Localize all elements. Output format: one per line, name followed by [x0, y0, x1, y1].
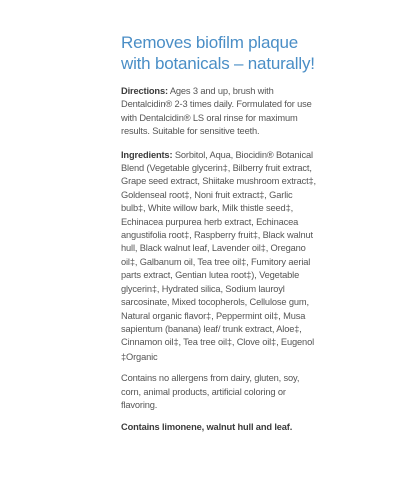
ingredients-label: Ingredients:: [121, 149, 173, 160]
headline-line-1: Removes biofilm plaque: [121, 33, 299, 52]
contains-statement: Contains limonene, walnut hull and leaf.: [121, 422, 293, 433]
headline: [121, 32, 319, 74]
product-info-panel: [121, 32, 319, 435]
allergen-statement: Contains no allergens from dairy, gluten, soy, corn, animal products, artificial coloring or flavoring.: [121, 373, 300, 410]
directions-section: [121, 85, 319, 139]
organic-footnote: ‡Organic: [121, 351, 158, 362]
headline-line-2: with botanicals – naturally!: [121, 54, 315, 73]
ingredients-text: Sorbitol, Aqua, Biocidin® Botanical Blend (Vegetable glycerin‡, Bilberry fruit extract, Grape seed extract, Shiitake mushroom extract‡, Goldenseal root‡, Noni fruit extract‡, Garlic bulb‡, White willow bark, Milk thistle seed‡, Echinacea purpurea herb extract, Echinacea angustifolia root‡, Raspberry fruit‡, Black walnut hull, Black walnut leaf, Lavender oil‡, Oregano oil‡, Galbanum oil, Tea tree oil‡, Fumitory aerial parts extract, Gentian lutea root‡), Vegetable glycerin‡, Hydrated silica, Sodium lauroyl sarcosinate, Mixed tocopherols, Cellulose gum, Natural organic flavor‡, Peppermint oil‡, Musa sapientum (banana) leaf/ trunk extract, Aloe‡, Cinnamon oil‡, Tea tree oil‡, Clove oil‡, Eugenol: [121, 149, 316, 348]
ingredients-section: [121, 149, 319, 350]
directions-text: Ages 3 and up, brush with Dentalcidin® 2-3 times daily. Formulated for use with Dentalcidin® LS oral rinse for maximum results. Suitable for sensitive teeth.: [121, 86, 312, 137]
directions-label: Directions:: [121, 86, 168, 96]
